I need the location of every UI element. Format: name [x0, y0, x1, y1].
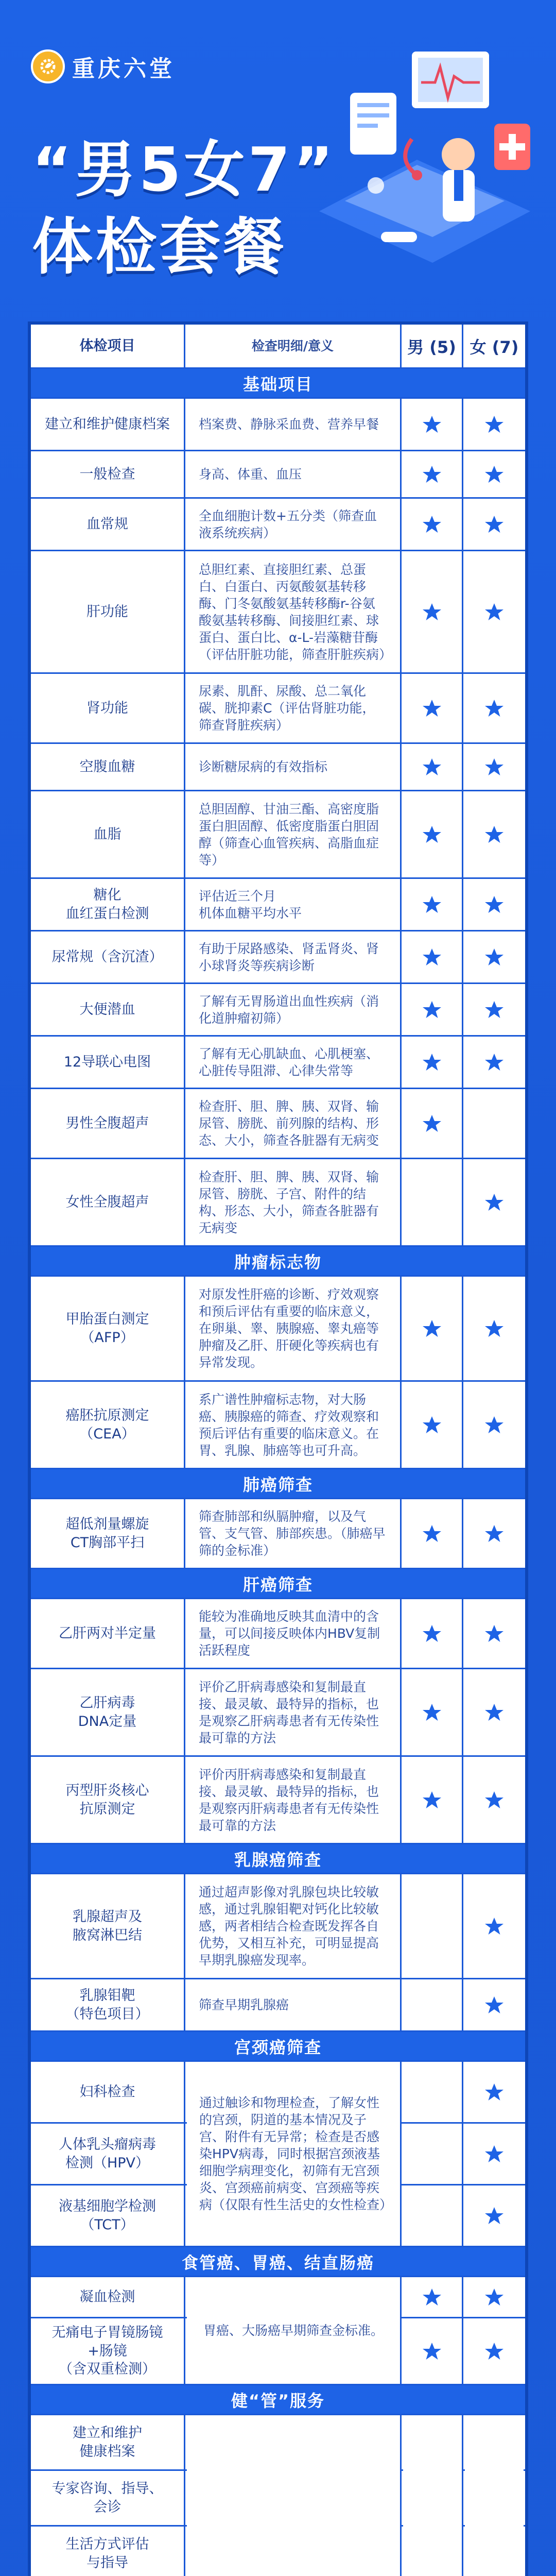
male-star-cell: [402, 2277, 463, 2317]
item-cell: [31, 2318, 185, 2384]
item-cell: [31, 984, 185, 1035]
item-name: 乳腺钼靶 （特色项目）: [65, 1987, 149, 2022]
female-star-cell: [463, 1382, 525, 1468]
star-icon: [421, 1789, 443, 1811]
item-name: 血脂: [93, 826, 121, 842]
detail-cell: [185, 451, 402, 497]
detail-cell: [185, 551, 402, 672]
star-icon: [483, 1789, 506, 1811]
item-name: 建立和维护健康档案: [45, 416, 170, 432]
table-row: [31, 674, 525, 744]
female-star-cell: [463, 1874, 525, 1978]
star-icon: [483, 697, 506, 720]
item-cell: [31, 1159, 185, 1245]
item-detail: 筛查早期乳腺癌: [199, 1997, 289, 2012]
table-row: [31, 1669, 525, 1757]
section-title: 健“管”服务: [231, 2391, 325, 2411]
star-icon: [483, 2081, 506, 2104]
item-name: 大便潜血: [79, 1001, 135, 1018]
female-star-cell: [463, 1159, 525, 1245]
item-name: 癌胚抗原测定 （CEA）: [65, 1407, 149, 1442]
item-name: 丙型肝炎核心 抗原测定: [65, 1782, 149, 1817]
item-cell: [31, 1499, 185, 1568]
item-name: 专家咨询、指导、 会诊: [51, 2480, 163, 2515]
table-row: [31, 399, 525, 451]
star-icon: [421, 823, 443, 846]
star-icon: [421, 1522, 443, 1545]
star-icon: [483, 1915, 506, 1938]
item-cell: [31, 879, 185, 930]
item-cell: [31, 1089, 185, 1158]
item-cell: [31, 1669, 185, 1755]
star-icon: [483, 823, 506, 846]
header-female: 女 (7): [470, 337, 519, 357]
star-icon: [421, 1051, 443, 1074]
female-star-cell: [463, 931, 525, 982]
star-icon: [483, 1994, 506, 2016]
item-detail: 总胆红素、直接胆红素、总蛋白、白蛋白、丙氨酸氨基转移酶、门冬氨酸氨基转移酶r-谷氨酸氨基转移酶、间接胆红素、球蛋白、蛋白比、α-L-岩藻糖苷酶（评估肝脏功能，筛查肝脏疾病）: [199, 562, 392, 662]
brand-logo: [31, 49, 175, 83]
item-detail: 评价乙肝病毒感染和复制最直接、最灵敏、最特异的指标，也是观察乙肝病毒患者有无传染性最可靠的方法: [199, 1679, 379, 1745]
section-header: [31, 1247, 525, 1277]
item-detail: 尿素、肌酐、尿酸、总二氧化碳、胱抑素C（评估肾脏功能，筛查肾脏疾病）: [199, 684, 375, 733]
star-icon: [483, 2205, 506, 2227]
item-cell: [31, 1277, 185, 1380]
male-star-cell: [402, 1089, 463, 1158]
female-star-cell: [463, 1979, 525, 2030]
item-detail: 了解有无胃肠道出血性疾病（消化道肿瘤初筛）: [199, 993, 379, 1026]
male-star-cell: [402, 879, 463, 930]
item-cell: [31, 674, 185, 742]
header-male-cell: [402, 325, 463, 367]
item-detail: 评价丙肝病毒感染和复制最直接、最灵敏、最特异的指标，也是观察丙肝病毒患者有无传染性最可靠的方法: [199, 1767, 379, 1833]
star-icon: [421, 2340, 443, 2363]
item-name: 乙肝病毒 DNA定量: [78, 1694, 137, 1730]
item-cell: [31, 1599, 185, 1668]
table-row: [31, 984, 525, 1037]
table-row: [31, 551, 525, 674]
section-title: 肝癌筛查: [242, 1574, 313, 1595]
male-star-cell: [402, 984, 463, 1035]
male-star-cell: [402, 1599, 463, 1668]
item-detail: 诊断糖尿病的有效指标: [199, 759, 328, 774]
star-icon: [421, 413, 443, 436]
male-star-cell: [402, 931, 463, 982]
item-cell: [31, 931, 185, 982]
female-star-cell: [463, 2277, 525, 2317]
section-title: 基础项目: [242, 374, 313, 394]
table-row: [31, 1599, 525, 1669]
section-title: 乳腺癌筛查: [234, 1850, 322, 1870]
star-icon: [421, 1701, 443, 1724]
star-icon: [483, 1317, 506, 1340]
item-detail: 检查肝、胆、脾、胰、双肾、输尿管、膀胱、子宫、附件的结构、形态、大小，筛查各脏器有无病变: [199, 1169, 379, 1235]
female-star-cell: [463, 1499, 525, 1568]
female-star-cell: [463, 1599, 525, 1668]
page-title-line1: “男5女7”: [32, 134, 337, 205]
item-detail: 了解有无心肌缺血、心肌梗塞、心脏传导阻滞、心律失常等: [199, 1046, 379, 1078]
item-cell: [31, 1382, 185, 1468]
item-cell: [31, 551, 185, 672]
section-title: 宫颈癌筛查: [234, 2037, 322, 2057]
table-row: [31, 744, 525, 791]
item-detail: 身高、体重、血压: [199, 467, 302, 482]
item-name: 空腹血糖: [79, 758, 135, 775]
female-star-cell: [463, 1037, 525, 1088]
item-name: 肝功能: [86, 603, 128, 620]
table-header-row: [31, 325, 525, 369]
female-star-merged-cell: [465, 2415, 524, 2576]
item-cell: [31, 2527, 185, 2576]
star-icon: [483, 513, 506, 536]
item-name: 人体乳头瘤病毒 检测（HPV）: [59, 2136, 156, 2171]
item-name: 建立和维护 健康档案: [73, 2425, 142, 2460]
item-cell: [31, 2277, 185, 2317]
detail-cell: [185, 499, 402, 550]
item-detail: 评估近三个月 机体血糖平均水平: [199, 888, 302, 921]
male-star-cell: [402, 2185, 463, 2246]
female-star-cell: [463, 674, 525, 742]
section-header: [31, 1844, 525, 1874]
star-icon: [421, 513, 443, 536]
detail-cell: [185, 1874, 402, 1978]
item-detail: 总胆固醇、甘油三酯、高密度脂蛋白胆固醇、低密度脂蛋白胆固醇（筛查心血管疾病、高脂血症等）: [199, 801, 379, 868]
star-icon: [483, 1414, 506, 1436]
star-icon: [421, 893, 443, 916]
table-row: [31, 1382, 525, 1469]
detail-cell: [185, 1757, 402, 1843]
detail-cell: [185, 931, 402, 982]
detail-cell: [185, 1089, 402, 1158]
section-header: [31, 2247, 525, 2277]
item-name: 男性全腹超声: [65, 1115, 149, 1131]
section-title: 肺癌筛查: [242, 1475, 313, 1495]
item-name: 液基细胞学检测 （TCT）: [59, 2198, 156, 2233]
star-icon: [483, 1191, 506, 1214]
star-icon: [421, 697, 443, 720]
item-detail: 通过超声影像对乳腺包块比较敏感，通过乳腺钼靶对钙化比较敏感，两者相结合检查既发挥各自优势，又相互补充，可明显提高早期乳腺癌发现率。: [199, 1885, 379, 1968]
male-star-cell: [402, 399, 463, 450]
female-star-cell: [463, 744, 525, 790]
male-star-cell: [402, 1382, 463, 1468]
section-header: [31, 1569, 525, 1599]
merged-detail-cell: [187, 2277, 400, 2384]
female-star-cell: [463, 1089, 525, 1158]
item-name: 妇科检查: [79, 2083, 135, 2100]
detail-cell: [185, 1979, 402, 2030]
header-item: 体检项目: [79, 337, 135, 354]
item-cell: [31, 2185, 185, 2246]
female-star-cell: [463, 791, 525, 877]
table-row: [31, 499, 525, 551]
star-icon: [483, 2340, 506, 2363]
item-name: 无痛电子胃镜肠镜 +肠镜 （含双重检测）: [51, 2325, 163, 2378]
item-detail: 档案费、静脉采血费、营养早餐: [199, 417, 379, 432]
star-icon: [421, 601, 443, 623]
merged-detail: 胃癌、大肠癌早期筛查金标准。: [203, 2323, 384, 2338]
detail-cell: [185, 744, 402, 790]
female-star-cell: [463, 879, 525, 930]
star-icon: [421, 2286, 443, 2309]
star-icon: [421, 463, 443, 486]
item-cell: [31, 744, 185, 790]
item-name: 超低剂量螺旋 CT胸部平扫: [65, 1516, 149, 1551]
item-detail: 对原发性肝癌的诊断、疗效观察和预后评估有重要的临床意义，在卵巢、睾、胰腺癌、睾丸癌等肿瘤及乙肝、肝硬化等疾病也有异常发现。: [199, 1287, 379, 1370]
detail-cell: [185, 1277, 402, 1380]
star-icon: [421, 756, 443, 778]
item-detail: 系广谱性肿瘤标志物，对大肠癌、胰腺癌的筛查、疗效观察和预后评估有重要的临床意义。在胃、乳腺、肺癌等也可升高。: [199, 1392, 379, 1458]
male-star-cell: [402, 1669, 463, 1755]
male-star-cell: [402, 499, 463, 550]
table-row: [31, 931, 525, 984]
detail-cell: [185, 879, 402, 930]
star-icon: [483, 463, 506, 486]
merged-detail-cell: [187, 2415, 400, 2576]
male-star-cell: [402, 1979, 463, 2030]
section-title: 肿瘤标志物: [234, 1252, 322, 1272]
star-icon: [483, 998, 506, 1021]
item-name: 12导联心电图: [63, 1054, 151, 1070]
header-detail-cell: [185, 325, 402, 367]
star-icon: [483, 1701, 506, 1724]
header-item-cell: [31, 325, 185, 367]
female-star-cell: [463, 499, 525, 550]
table-row: [31, 1037, 525, 1089]
male-star-cell: [402, 1159, 463, 1245]
item-cell: [31, 499, 185, 550]
detail-cell: [185, 984, 402, 1035]
section-title: 食管癌、胃癌、结直肠癌: [181, 2252, 374, 2273]
male-star-cell: [402, 451, 463, 497]
female-star-cell: [463, 2185, 525, 2246]
checkup-table: [28, 321, 528, 2576]
page-title-line2: 体检套餐: [32, 211, 288, 282]
item-cell: [31, 2471, 185, 2525]
merged-detail-cell: [187, 2062, 400, 2246]
male-star-cell: [402, 551, 463, 672]
female-star-cell: [463, 451, 525, 497]
item-cell: [31, 2124, 185, 2184]
male-star-cell: [402, 744, 463, 790]
table-row: [31, 1277, 525, 1382]
detail-cell: [185, 791, 402, 877]
table-row: [31, 1499, 525, 1569]
female-star-cell: [463, 1669, 525, 1755]
star-icon: [483, 756, 506, 778]
item-detail: 检查肝、胆、脾、胰、双肾、输尿管、膀胱、前列腺的结构、形态、大小，筛查各脏器有无病变: [199, 1099, 379, 1148]
item-name: 生活方式评估 与指导: [65, 2536, 149, 2571]
header-banner: [0, 0, 556, 289]
star-icon: [421, 1414, 443, 1436]
detail-cell: [185, 1499, 402, 1568]
male-star-cell: [402, 1277, 463, 1380]
star-icon: [421, 1317, 443, 1340]
item-detail: 全血细胞计数+五分类（筛查血液系统疾病）: [199, 508, 377, 540]
section-header: [31, 2385, 525, 2415]
item-cell: [31, 451, 185, 497]
female-star-cell: [463, 984, 525, 1035]
item-name: 一般检查: [79, 466, 135, 482]
table-row: [31, 1089, 525, 1159]
female-star-cell: [463, 2124, 525, 2184]
header-male: 男 (5): [407, 337, 456, 357]
item-name: 血常规: [86, 516, 128, 532]
male-star-merged-cell: [403, 2415, 462, 2576]
table-row: [31, 1874, 525, 1979]
female-star-cell: [463, 399, 525, 450]
item-name: 乳腺超声及 腋窝淋巴结: [73, 1908, 142, 1943]
section-header: [31, 369, 525, 399]
detail-cell: [185, 399, 402, 450]
item-name: 乙肝两对半定量: [59, 1625, 156, 1641]
item-name: 凝血检测: [79, 2289, 135, 2305]
item-detail: 有助于尿路感染、肾盂肾炎、肾小球肾炎等疾病诊断: [199, 941, 379, 973]
item-detail: 能较为准确地反映其血清中的含量，可以间接反映体内HBV复制活跃程度: [199, 1609, 380, 1658]
item-cell: [31, 1757, 185, 1843]
table-row: [31, 879, 525, 931]
detail-cell: [185, 1669, 402, 1755]
male-star-cell: [402, 1037, 463, 1088]
male-star-cell: [402, 1874, 463, 1978]
item-cell: [31, 1037, 185, 1088]
header-female-cell: [463, 325, 525, 367]
gear-leaf-logo-icon: [31, 49, 65, 83]
item-name: 女性全腹超声: [65, 1194, 149, 1210]
male-star-cell: [402, 2124, 463, 2184]
item-detail: 筛查肺部和纵膈肿瘤，以及气管、支气管、肺部疾患。（肺癌早筛的金标准）: [199, 1509, 386, 1558]
item-cell: [31, 1979, 185, 2030]
male-star-cell: [402, 791, 463, 877]
star-icon: [483, 601, 506, 623]
section-header: [31, 1469, 525, 1499]
table-row: [31, 791, 525, 879]
male-star-cell: [402, 2318, 463, 2384]
star-icon: [421, 998, 443, 1021]
item-name: 肾功能: [86, 700, 128, 716]
table-row: [31, 1757, 525, 1844]
header-detail: 检查明细/意义: [251, 338, 334, 353]
item-name: 糖化 血红蛋白检测: [65, 887, 149, 922]
star-icon: [483, 946, 506, 969]
star-icon: [421, 1112, 443, 1135]
medical-checkup-illustration: [288, 15, 546, 283]
star-icon: [483, 1622, 506, 1645]
male-star-cell: [402, 674, 463, 742]
detail-cell: [185, 1159, 402, 1245]
male-star-cell: [402, 2062, 463, 2122]
table-row: [31, 1979, 525, 2032]
item-cell: [31, 2062, 185, 2122]
detail-cell: [185, 1037, 402, 1088]
female-star-cell: [463, 1277, 525, 1380]
star-icon: [483, 2143, 506, 2165]
female-star-cell: [463, 1757, 525, 1843]
item-name: 甲胎蛋白测定 （AFP）: [65, 1311, 149, 1346]
detail-cell: [185, 1599, 402, 1668]
table-row: [31, 1159, 525, 1247]
star-icon: [483, 1051, 506, 1074]
star-icon: [421, 1622, 443, 1645]
item-cell: [31, 2415, 185, 2469]
item-cell: [31, 1874, 185, 1978]
item-name: 尿常规（含沉渣）: [51, 948, 163, 965]
male-star-cell: [402, 1757, 463, 1843]
section-header: [31, 2032, 525, 2062]
star-icon: [421, 946, 443, 969]
brand-name: 重庆六堂: [72, 56, 175, 82]
female-star-cell: [463, 551, 525, 672]
star-icon: [483, 413, 506, 436]
merged-detail: 通过触诊和物理检查，了解女性的宫颈，阴道的基本情况及子宫、附件有无异常；检查是否感染HPV病毒，同时根据宫颈液基细胞学病理变化，初筛有无宫颈炎、宫颈癌前病变、宫颈癌等疾病（仅限有性生活史的女性检查）: [199, 2095, 393, 2212]
detail-cell: [185, 1382, 402, 1468]
star-icon: [483, 893, 506, 916]
star-icon: [483, 1522, 506, 1545]
detail-cell: [185, 674, 402, 742]
star-icon: [483, 2286, 506, 2309]
item-cell: [31, 399, 185, 450]
female-star-cell: [463, 2318, 525, 2384]
male-star-cell: [402, 1499, 463, 1568]
female-star-cell: [463, 2062, 525, 2122]
table-row: [31, 451, 525, 499]
item-cell: [31, 791, 185, 877]
